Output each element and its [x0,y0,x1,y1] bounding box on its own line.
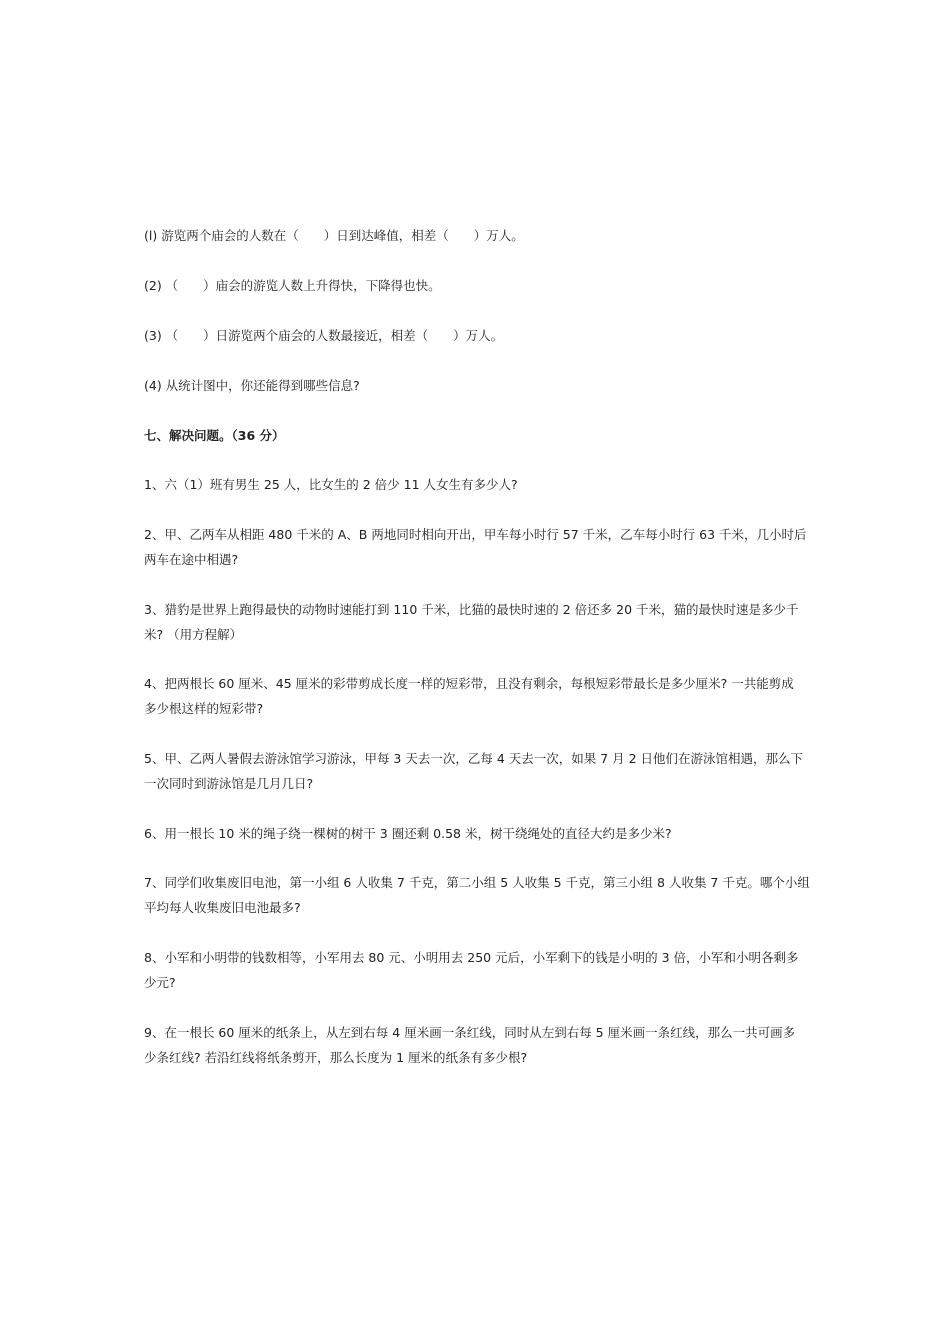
problem-4-line-1: 4、把两根长 60 厘米、45 厘米的彩带剪成长度一样的短彩带，且没有剩余，每根短彩带最长是多少厘米? 一共能剪成 [144,676,794,691]
problem-3-line-1: 3、猎豹是世界上跑得最快的动物时速能打到 110 千米，比猫的最快时速的 2 倍还多 20 千米，猫的最快时速是多少千 [144,602,799,617]
problem-8-line-1: 8、小军和小明带的钱数相等，小军用去 80 元、小明用去 250 元后，小军剩下的钱是小明的 3 倍，小军和小明各剩多 [144,950,799,965]
problem-1-line-1: 1、六（1）班有男生 25 人，比女生的 2 倍少 11 人女生有多少人? [144,477,518,492]
problem-6-line-1: 6、用一根长 10 米的绳子绕一棵树的树干 3 圈还剩 0.58 米，树干绕绳处的直径大约是多少米? [144,826,672,841]
problem-5-line-2: 一次同时到游泳馆是几月几日? [144,776,314,791]
problem-7-line-2: 平均每人收集废旧电池最多? [144,900,301,915]
problem-2-line-1: 2、甲、乙两车从相距 480 千米的 A、B 两地同时相向开出，甲车每小时行 57 千米，乙车每小时行 63 千米，几小时后 [144,527,807,542]
problem-5-line-1: 5、甲、乙两人暑假去游泳馆学习游泳，甲每 3 天去一次，乙每 4 天去一次，如果 7 月 2 日他们在游泳馆相遇，那么下 [144,751,804,766]
problem-8-line-2: 少元? [144,975,176,990]
problem-4-line-2: 多少根这样的短彩带? [144,701,264,716]
question-6-2: (2) （ ）庙会的游览人数上升得快，下降得也快。 [144,278,441,293]
question-6-1: (l) 游览两个庙会的人数在（ ）日到达峰值，相差（ ）万人。 [144,228,524,243]
problem-9-line-2: 少条红线? 若沿红线将纸条剪开，那么长度为 1 厘米的纸条有多少根? [144,1050,528,1065]
problem-7-line-1: 7、同学们收集废旧电池，第一小组 6 人收集 7 千克，第二小组 5 人收集 5 千克，第三小组 8 人收集 7 千克。哪个小组 [144,875,810,890]
question-6-4: (4) 从统计图中，你还能得到哪些信息? [144,378,360,393]
question-6-3: (3) （ ）日游览两个庙会的人数最接近，相差（ ）万人。 [144,328,504,343]
problem-2-line-2: 两车在途中相遇? [144,552,239,567]
section-7-heading: 七、解决问题。（36 分） [144,428,285,443]
problem-3-line-2: 米? （用方程解） [144,627,243,642]
problem-9-line-1: 9、在一根长 60 厘米的纸条上，从左到右每 4 厘米画一条红线，同时从左到右每 5 厘米画一条红线，那么一共可画多 [144,1025,796,1040]
